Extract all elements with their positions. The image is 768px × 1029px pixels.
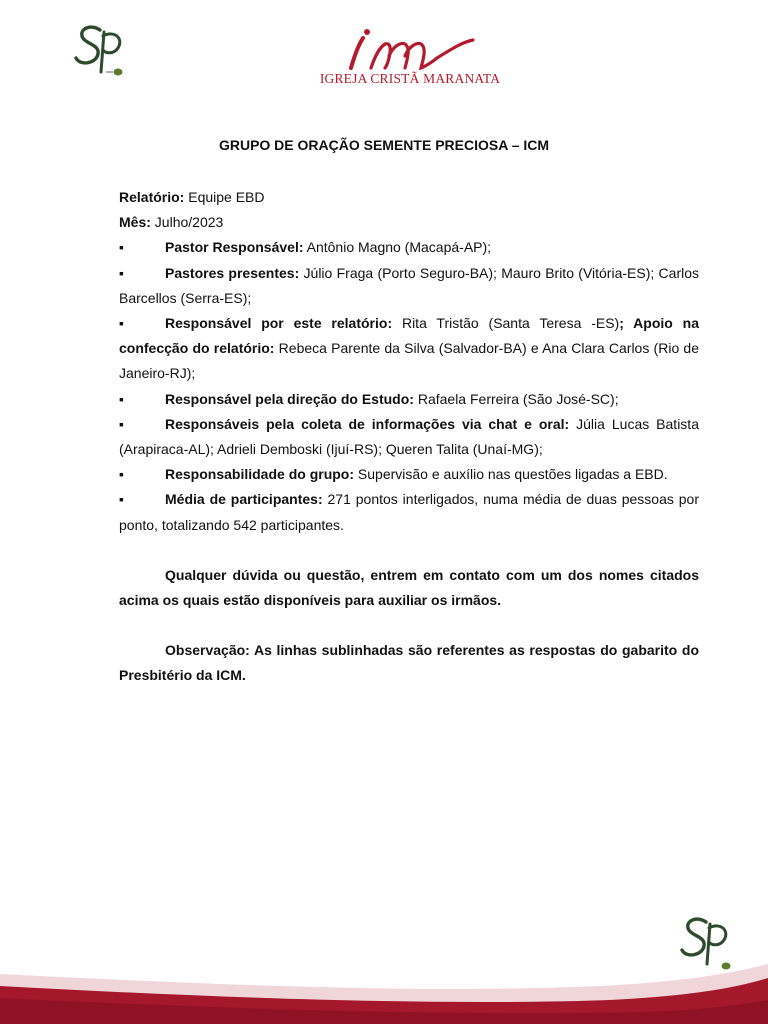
org-name: IGREJA CRISTÃ MARANATA xyxy=(319,71,501,86)
bullet-item xyxy=(119,487,699,537)
bullet-label: Responsabilidade do grupo: xyxy=(165,466,355,483)
bullet-marker: ▪ xyxy=(119,466,124,483)
footer-band xyxy=(0,914,768,1024)
bullet-marker: ▪ xyxy=(119,491,124,508)
observation-paragraph: Observação: As linhas sublinhadas são referentes as respostas do gabarito do Presbitério da ICM. xyxy=(119,642,699,684)
bullet-marker: ▪ xyxy=(119,315,124,332)
sp-logo xyxy=(70,22,132,80)
bullet-text: Supervisão e auxílio nas questões ligadas a EBD. xyxy=(354,466,668,483)
bullet-marker: ▪ xyxy=(119,390,124,407)
page-title: GRUPO DE ORAÇÃO SEMENTE PRECIOSA – ICM xyxy=(218,137,550,153)
icm-logo xyxy=(300,28,520,90)
bullet-label: Responsável pela direção do Estudo: xyxy=(165,390,414,407)
closing-paragraph: Qualquer dúvida ou questão, entrem em contato com um dos nomes citados acima os quais estão disponíveis para auxiliar os irmãos. xyxy=(119,566,699,609)
bullet-label: Média de participantes: xyxy=(165,491,323,508)
bullet-label: Responsáveis pela coleta de informações via chat e oral: xyxy=(165,415,570,432)
bullet-text: Júlia Lucas Batista (Arapiraca-AL); Adrieli Demboski (Ijuí-RS); Queren Talita (Unaí-MG); xyxy=(119,415,699,458)
bullet-text-secondary: Rebeca Parente da Silva (Salvador-BA) e Ana Clara Carlos (Rio de Janeiro-RJ); xyxy=(119,340,700,382)
month-value: Julho/2023 xyxy=(150,214,224,231)
bullet-text: 271 pontos interligados, numa média de duas pessoas por ponto, totalizando 542 participantes. xyxy=(119,491,699,533)
report-body xyxy=(119,185,699,689)
bullet-marker: ▪ xyxy=(119,239,124,256)
month-label: Mês: xyxy=(119,214,151,231)
bullet-label: Pastores presentes: xyxy=(165,264,300,281)
bullet-item xyxy=(119,387,699,412)
bullet-item xyxy=(119,412,699,462)
bullet-label: Pastor Responsável: xyxy=(165,239,304,256)
bullet-label-secondary: ; Apoio na confecção do relatório: xyxy=(119,315,699,357)
report-value: Equipe EBD xyxy=(184,189,265,205)
bullet-text: Rafaela Ferreira (São José-SC); xyxy=(413,390,619,407)
bullet-marker: ▪ xyxy=(119,264,124,281)
bullet-item xyxy=(119,311,699,387)
bullet-item xyxy=(119,261,699,311)
report-line xyxy=(119,185,699,210)
bullet-text: Júlio Fraga (Porto Seguro-BA); Mauro Brito (Vitória-ES); Carlos Barcellos (Serra-ES); xyxy=(119,264,700,306)
report-label: Relatório: xyxy=(119,189,185,205)
bullet-item xyxy=(119,462,699,487)
bullet-item xyxy=(119,235,699,260)
month-line xyxy=(119,210,699,235)
bullet-label: Responsável por este relatório: xyxy=(165,315,393,332)
bullet-text: Rita Tristão (Santa Teresa -ES) xyxy=(392,315,620,332)
bullet-text: Antônio Magno (Macapá-AP); xyxy=(303,239,492,256)
spacer xyxy=(119,538,699,563)
spacer xyxy=(119,613,699,638)
bullet-marker: ▪ xyxy=(119,415,124,432)
